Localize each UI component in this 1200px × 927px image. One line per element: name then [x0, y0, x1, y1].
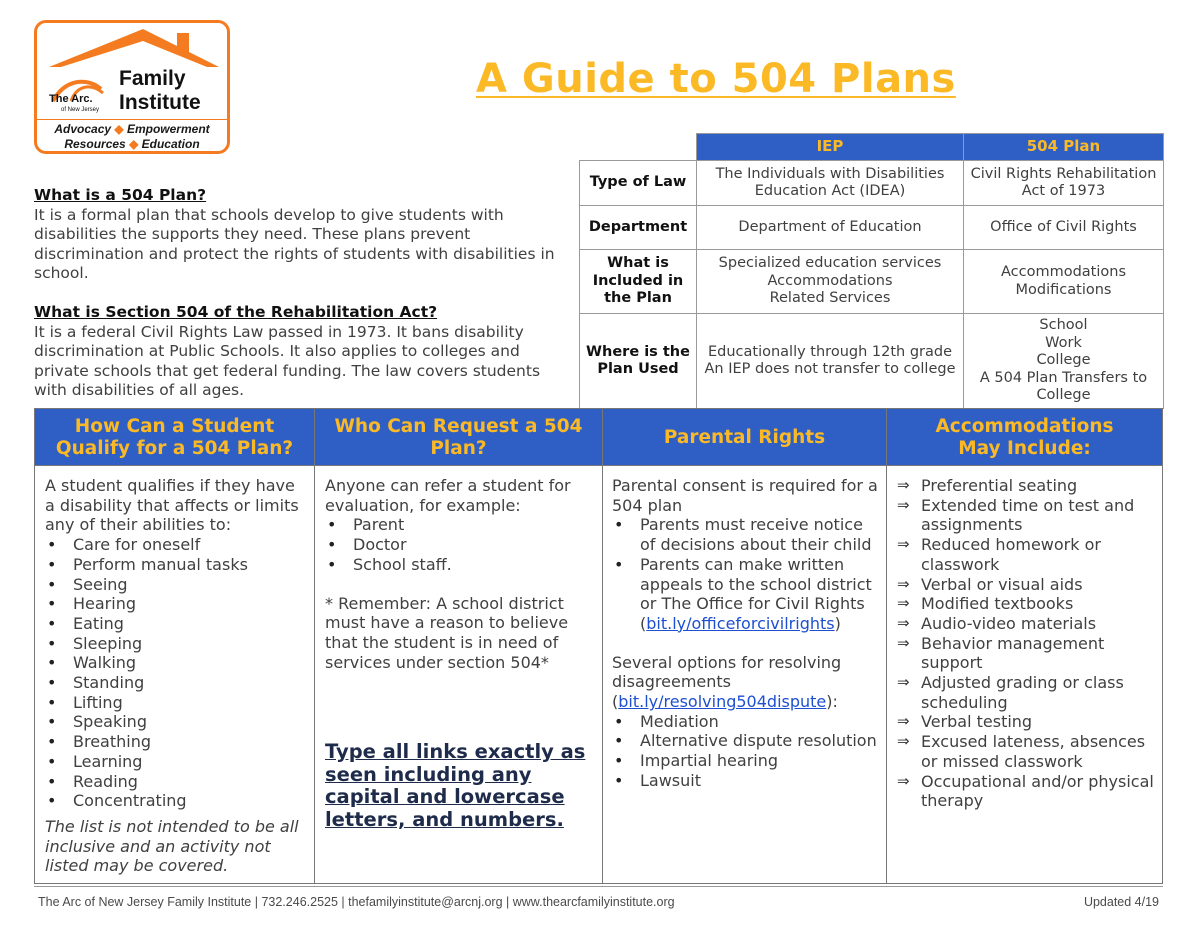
list-item: • Learning [45, 752, 309, 772]
arrow-icon: ⇒ [897, 495, 910, 514]
cell-line: Modifications [1015, 281, 1112, 298]
cell-iep-department: Department of Education [697, 206, 964, 250]
list-item: • Sleeping [45, 634, 309, 654]
cell-iep-law [697, 161, 964, 206]
tag-education: Education [141, 137, 200, 151]
request-list [325, 515, 595, 574]
cell-504-department: Office of Civil Rights [964, 206, 1164, 250]
list-item: • Impartial hearing [612, 751, 880, 771]
list-item: • Alternative dispute resolution [612, 731, 880, 751]
cell-line: College [1036, 352, 1091, 369]
list-item: • Walking [45, 653, 309, 673]
intro-question-2: What is Section 504 of the Rehabilitation Act? [34, 303, 438, 321]
list-item [612, 555, 880, 634]
footer-contact: The Arc of New Jersey Family Institute | 732.246.2525 | thefamilyinstitute@arcnj.org | www.thearcfamilyinstitute.org [38, 895, 675, 909]
resolving-dispute-link[interactable]: bit.ly/resolving504dispute [618, 692, 827, 712]
arrow-icon: ⇒ [897, 712, 910, 731]
list-item [897, 496, 1159, 535]
column-rights [612, 466, 880, 883]
cell-504-law [964, 161, 1164, 206]
arrow-icon: ⇒ [897, 574, 910, 593]
comparison-header-row [580, 134, 1164, 161]
cell-iep-included [697, 250, 964, 314]
arrow-icon: ⇒ [897, 771, 910, 790]
list-item-text: Excused lateness, absences or missed classwork [921, 732, 1146, 771]
list-item [897, 535, 1159, 574]
list-item-text: Modified textbooks [921, 594, 1074, 614]
cell-line: Specialized education services [718, 255, 942, 272]
logo-org-line2: Institute [119, 91, 201, 114]
table-row [580, 161, 1164, 206]
accommodations-list [897, 476, 1159, 811]
rights-list-a [612, 515, 880, 633]
logo-org-name [119, 67, 201, 115]
cell-504-where [964, 314, 1164, 409]
heading-accommodations: Accommodations May Include: [887, 409, 1162, 466]
list-item: • Concentrating [45, 791, 309, 811]
comparison-blank-cell [580, 134, 697, 161]
list-item: • Care for oneself [45, 535, 309, 555]
list-item: • Doctor [325, 535, 595, 555]
arc-name: The Arc. [49, 93, 93, 105]
cell-line: School [1039, 317, 1088, 334]
logo-org-line1: Family [119, 67, 186, 90]
row-label-included: What is Included in the Plan [580, 250, 697, 314]
heading-request: Who Can Request a 504 Plan? [315, 409, 602, 466]
cell-line: Accommodations [767, 272, 893, 289]
arrow-icon: ⇒ [897, 476, 910, 494]
list-item: • Hearing [45, 594, 309, 614]
list-item [897, 594, 1159, 614]
table-row [580, 250, 1164, 314]
list-item: • Speaking [45, 712, 309, 732]
column-divider [886, 409, 887, 883]
col-header-504: 504 Plan [964, 134, 1164, 161]
request-intro: Anyone can refer a student for evaluation, for example: [325, 476, 571, 515]
footer [34, 886, 1163, 912]
arc-subname: of New Jersey [61, 107, 100, 113]
logo-tagline-1 [37, 122, 227, 136]
tag-advocacy: Advocacy [54, 122, 112, 136]
qualify-note: The list is not intended to be all inclusive and an activity not listed may be covered. [45, 816, 299, 876]
rights-options [612, 653, 880, 712]
family-institute-logo [34, 20, 230, 154]
intro-answer-2: It is a federal Civil Rights Law passed in 1973. It bans disability discrimination at Public Schools. It also applies to colleges and private schools that get federal funding. The law covers students with disabilities of all ages. [34, 322, 541, 400]
list-item-text: Adjusted grading or class scheduling [921, 673, 1124, 712]
tag-empowerment: Empowerment [126, 122, 210, 136]
appeal-text: Parents can make written appeals to the school district or The Office for Civil Rights ( [640, 554, 872, 633]
list-item [897, 732, 1159, 771]
list-item [897, 673, 1159, 712]
tag-diamond-icon: ◆ [129, 137, 139, 151]
intro-question-1: What is a 504 Plan? [34, 186, 207, 204]
list-item-text: Behavior management support [921, 633, 1105, 673]
list-item-text: Extended time on test and assignments [921, 495, 1135, 535]
row-label-type-of-law: Type of Law [580, 161, 697, 206]
list-item [897, 476, 1159, 496]
list-item: • Standing [45, 673, 309, 693]
list-item: • Eating [45, 614, 309, 634]
comparison-table [579, 133, 1164, 409]
cell-iep-where [697, 314, 964, 409]
list-item: • Parents must receive notice of decisions about their child [612, 515, 880, 554]
links-note: Type all links exactly as seen including any capital and lowercase letters, and numbers. [325, 740, 586, 831]
arrow-icon: ⇒ [897, 633, 910, 652]
intro-section-2 [34, 303, 574, 401]
page-title: A Guide to 504 Plans [476, 56, 956, 102]
tag-resources: Resources [64, 137, 126, 151]
arrow-icon: ⇒ [897, 535, 910, 554]
arrow-icon: ⇒ [897, 732, 910, 751]
cell-line: Act of 1973 [1021, 183, 1106, 199]
row-label-department: Department [580, 206, 697, 250]
heading-qualify: How Can a Student Qualify for a 504 Plan? [35, 409, 314, 466]
list-item: • Mediation [612, 712, 880, 732]
table-row [580, 314, 1164, 409]
cell-line: Education Act (IDEA) [754, 183, 906, 199]
office-civil-rights-link[interactable]: bit.ly/officeforcivilrights [646, 613, 835, 633]
rights-intro: Parental consent is required for a 504 plan [612, 476, 878, 515]
col-header-iep: IEP [697, 134, 964, 161]
cell-line: A 504 Plan Transfers to [979, 369, 1148, 386]
list-item [897, 712, 1159, 732]
options-close: ): [826, 692, 838, 712]
cell-line: An IEP does not transfer to college [704, 361, 956, 377]
arrow-icon: ⇒ [897, 613, 910, 632]
options-text: Several options for resolving disagreements ( [612, 652, 842, 712]
cell-line: College [1036, 387, 1091, 404]
tag-diamond-icon: ◆ [114, 122, 124, 136]
rights-list-b [612, 712, 880, 791]
footer-updated: Updated 4/19 [1083, 895, 1159, 909]
heading-rights: Parental Rights [603, 409, 886, 466]
list-item: • Parent [325, 515, 595, 535]
column-accommodations [897, 466, 1159, 883]
list-item [897, 634, 1159, 673]
cell-line: Related Services [769, 290, 891, 307]
list-item-text: Preferential seating [921, 476, 1078, 495]
list-item-text: Occupational and/or physical therapy [921, 771, 1154, 811]
cell-line: Accommodations [1000, 264, 1127, 280]
logo-tagline-2 [37, 137, 227, 151]
column-request [325, 466, 595, 883]
list-item: • Breathing [45, 732, 309, 752]
column-divider [314, 409, 315, 883]
column-qualify [45, 466, 309, 883]
column-divider [602, 409, 603, 883]
list-item: • Perform manual tasks [45, 555, 309, 575]
arrow-icon: ⇒ [897, 673, 910, 692]
list-item-text: Reduced homework or classwork [921, 535, 1101, 574]
list-item: • Seeing [45, 575, 309, 595]
list-item: • Lifting [45, 693, 309, 713]
table-row [580, 206, 1164, 250]
cell-line: Work [1045, 334, 1082, 351]
info-grid [34, 408, 1163, 884]
arrow-icon: ⇒ [897, 594, 910, 613]
qualify-list [45, 535, 309, 811]
intro-section-1 [34, 186, 564, 284]
cell-line: The Individuals with Disabilities [715, 165, 945, 182]
list-item-text: Verbal or visual aids [921, 574, 1083, 594]
list-item [897, 575, 1159, 595]
list-item-text: Audio-video materials [921, 613, 1097, 633]
request-remember: * Remember: A school district must have a reason to believe that the student is in need of services under section 504* [325, 593, 569, 672]
row-label-where-used: Where is the Plan Used [580, 314, 697, 409]
list-item: • Lawsuit [612, 771, 880, 791]
intro-answer-1: It is a formal plan that schools develop to give students with disabilities the supports they need. These plans prevent discrimination and protect the rights of students with disabilities in school. [34, 205, 555, 283]
list-item [897, 614, 1159, 634]
list-item: • Reading [45, 772, 309, 792]
qualify-intro: A student qualifies if they have a disability that affects or limits any of their abilities to: [45, 476, 299, 535]
cell-line: Civil Rights Rehabilitation [970, 165, 1157, 182]
cell-line: Educationally through 12th grade [707, 343, 952, 360]
appeal-close: ) [834, 613, 841, 633]
cell-504-included [964, 250, 1164, 314]
list-item: • School staff. [325, 555, 595, 575]
list-item [897, 772, 1159, 811]
list-item-text: Verbal testing [921, 712, 1033, 732]
